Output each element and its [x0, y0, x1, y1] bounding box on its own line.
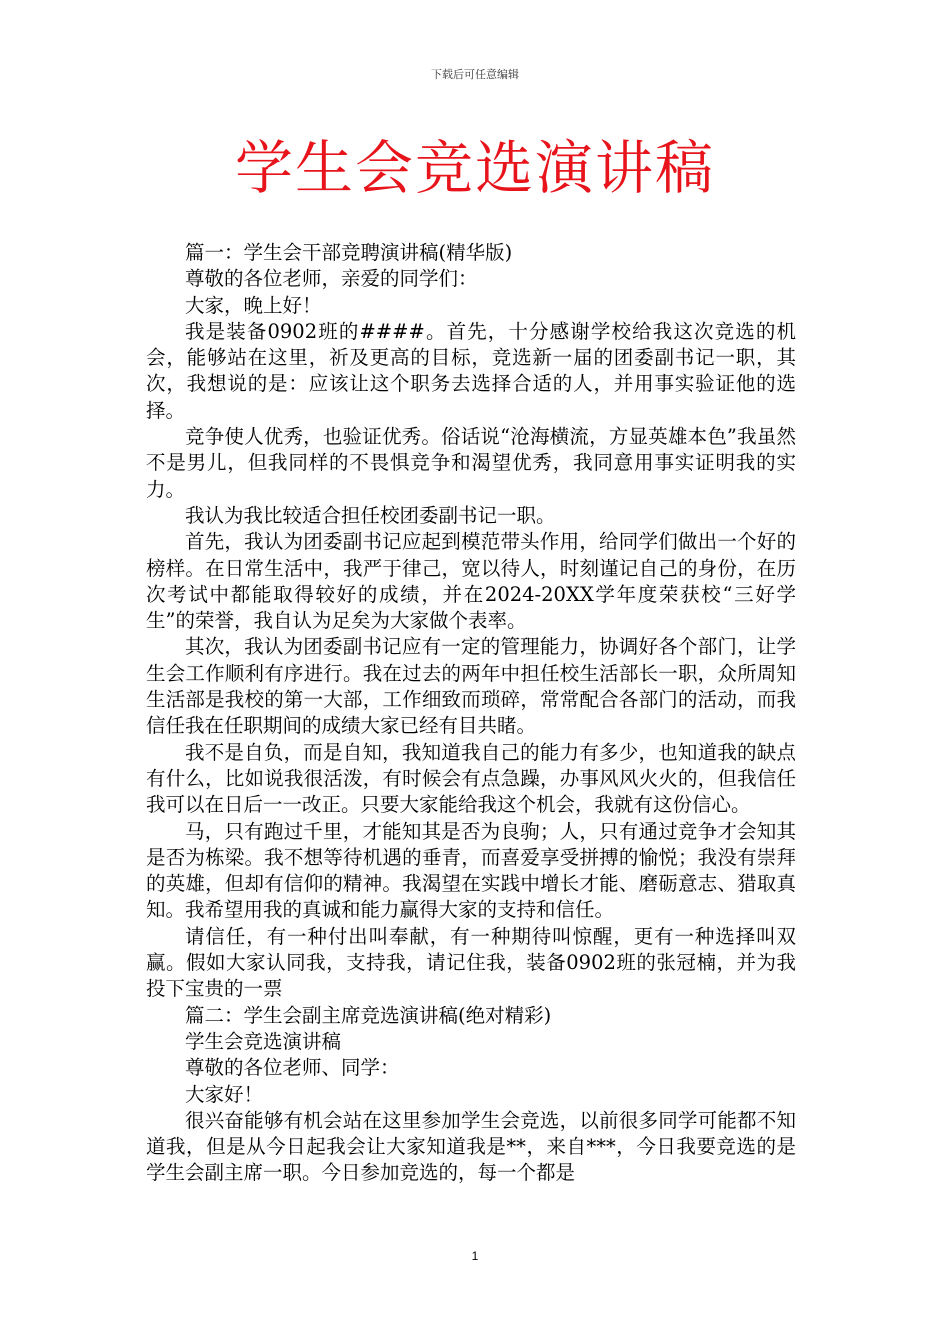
paragraph: 很兴奋能够有机会站在这里参加学生会竞选，以前很多同学可能都不知道我，但是从今日起我会让大家知道我是**，来自***，今日我要竞选的是学生会副主席一职。今日参加竞选的，每一个都是 [146, 1108, 796, 1185]
paragraph: 尊敬的各位老师，亲爱的同学们： [185, 267, 478, 291]
header-note: 下载后可任意编辑 [431, 68, 519, 81]
paragraph: 其次，我认为团委副书记应有一定的管理能力，协调好各个部门，让学生会工作顺利有序进行。我在过去的两年中担任校生活部长一职，众所周知生活部是我校的第一大部，工作细致而琐碎，常常配合各部门的活动，而我信任我在任职期间的成绩大家已经有目共睹。 [146, 635, 796, 738]
paragraph: 竞争使人优秀，也验证优秀。俗话说“沧海横流，方显英雄本色”我虽然不是男儿，但我同样的不畏惧竞争和渴望优秀，我同意用事实证明我的实力。 [146, 425, 796, 501]
paragraph: 我认为我比较适合担任校团委副书记一职。 [185, 503, 556, 527]
paragraph: 大家，晚上好！ [185, 293, 322, 317]
document-body [146, 240, 796, 1187]
paragraph: 篇二：学生会副主席竞选演讲稿(绝对精彩) [185, 1003, 552, 1027]
paragraph: 篇一：学生会干部竞聘演讲稿(精华版) [185, 241, 513, 264]
page-number: 1 [471, 1249, 479, 1263]
paragraph: 首先，我认为团委副书记应起到模范带头作用，给同学们做出一个好的榜样。在日常生活中，我严于律己，宽以待人，时刻谨记自己的身份，在历次考试中都能取得较好的成绩，并在2024-20XX学年度荣获校“三好学生”的荣誉，我自认为足矣为大家做个表率。 [146, 530, 796, 633]
paragraph: 马，只有跑过千里，才能知其是否为良驹；人，只有通过竞争才会知其是否为栋梁。我不想等待机遇的垂青，而喜爱享受拼搏的愉悦；我没有崇拜的英雄，但却有信仰的精神。我渴望在实践中增长才能、磨砺意志、猎取真知。我希望用我的真诚和能力赢得大家的支持和信任。 [146, 819, 796, 922]
paragraph: 大家好！ [185, 1082, 264, 1106]
paragraph: 我不是自负，而是自知，我知道我自己的能力有多少，也知道我的缺点有什么，比如说我很活泼，有时候会有点急躁，办事风风火火的，但我信任我可以在日后一一改正。只要大家能给我这个机会，我就有这份信心。 [146, 740, 796, 817]
paragraph: 尊敬的各位老师、同学： [185, 1056, 400, 1080]
document-title: 学生会竞选演讲稿 [234, 134, 715, 202]
paragraph: 学生会竞选演讲稿 [185, 1029, 342, 1053]
paragraph: 请信任，有一种付出叫奉献，有一种期待叫惊醒，更有一种选择叫双赢。假如大家认同我，支持我，请记住我，装备0902班的张冠楠，并为我投下宝贵的一票 [146, 924, 796, 1001]
paragraph: 我是装备0902班的####。首先，十分感谢学校给我这次竞选的机会，能够站在这里，祈及更高的目标，竞选新一届的团委副书记一职，其次，我想说的是：应该让这个职务去选择合适的人，并用事实验证他的选择。 [146, 319, 796, 422]
